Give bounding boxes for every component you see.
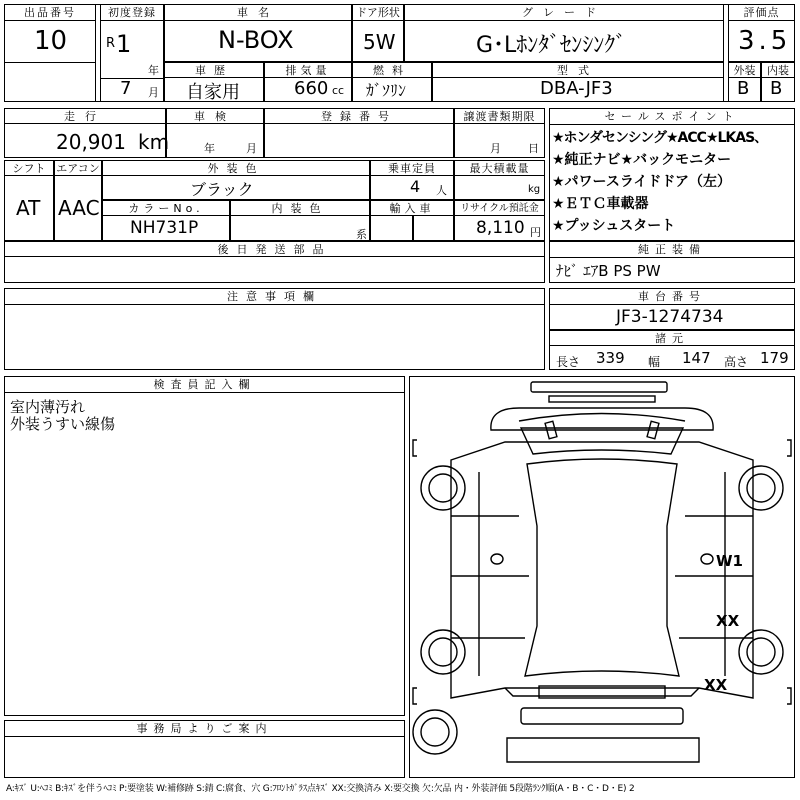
import-divider (412, 216, 414, 241)
ext-grade-label: 外装 (728, 62, 761, 78)
ext-color: ブラック (190, 180, 254, 199)
ac-label: エアコン (54, 160, 102, 176)
selling-point-2: ★純正ナビ★バックモニター (552, 152, 732, 168)
era: R (106, 36, 116, 51)
import-label: 輸入車 (370, 200, 454, 216)
displacement-unit: cc (332, 84, 345, 97)
inspection-label: 車検 (166, 108, 264, 124)
lot-no: 10 (34, 26, 68, 56)
diagram-mark-w1: W1 (716, 552, 743, 570)
int-grade-label: 内装 (761, 62, 795, 78)
dimensions-label: 諸元 (549, 330, 795, 346)
selling-points-label: セールスポイント (549, 108, 795, 125)
fuel-label: 燃料 (352, 62, 432, 78)
equipment-label: 純正装備 (549, 241, 795, 258)
width-label: 幅 (648, 355, 661, 369)
chassis-number: JF3-1274734 (616, 307, 724, 327)
length: 339 (596, 349, 625, 367)
transfer-month-unit: 月 (490, 142, 501, 155)
model: DBA-JF3 (540, 78, 613, 99)
grade: G･Lﾎﾝﾀﾞｾﾝｼﾝｸﾞ (476, 33, 627, 58)
office-label: 事務局よりご案内 (4, 720, 405, 737)
car-name-label: 車名 (164, 4, 352, 21)
capacity: 4 (410, 177, 421, 196)
max-load-label: 最大積載量 (454, 160, 545, 176)
chassis-label: 車台番号 (549, 288, 795, 305)
later-parts-label: 後日発送部品 (4, 241, 545, 257)
height-label: 高さ (724, 355, 749, 369)
equipment: ﾅﾋﾞ ｴｱB PS PW (556, 262, 661, 280)
inspection-year-unit: 年 (204, 142, 215, 155)
mileage: 20,901 (56, 130, 126, 154)
inspector-line-2: 外装うすい線傷 (10, 415, 116, 433)
int-color-label: 内装色 (230, 200, 370, 216)
door-label: ドア形状 (352, 4, 404, 21)
length-label: 長さ (556, 355, 581, 369)
recycle-unit: 円 (530, 226, 541, 239)
recycle-label: リサイクル預託金 (454, 200, 545, 216)
shift-label: シフト (4, 160, 54, 176)
diagram-mark-xx-2: XX (704, 676, 728, 694)
reg-no-label: 登録番号 (264, 108, 454, 124)
inspection-month-unit: 月 (246, 142, 257, 155)
height: 179 (760, 349, 789, 367)
color-no: NH731P (130, 218, 199, 238)
selling-point-5: ★プッシュスタート (552, 218, 676, 234)
history-label: 車歴 (164, 62, 264, 78)
inspector-line-1: 室内薄汚れ (10, 398, 86, 416)
reg-month: 7 (120, 78, 132, 99)
shift: AT (16, 196, 41, 220)
selling-point-1: ★ホンダセンシング★ACC★LKAS、 (552, 130, 768, 146)
mileage-unit: km (138, 130, 170, 154)
max-load-unit: kg (528, 184, 541, 195)
selling-point-4: ★ＥＴＣ車載器 (552, 196, 649, 212)
score: 3.5 (738, 26, 792, 56)
color-no-label: カラーNo. (102, 200, 230, 216)
int-grade: B (770, 78, 783, 99)
notes-label: 注意事項欄 (4, 288, 545, 305)
selling-point-3: ★パワースライドドア（左） (552, 174, 732, 190)
door-type: 5W (363, 30, 396, 54)
mileage-label: 走行 (4, 108, 166, 124)
ext-grade: B (737, 78, 750, 99)
year-unit: 年 (148, 64, 159, 77)
grade-label: グレード (404, 4, 724, 21)
displacement-label: 排気量 (264, 62, 352, 78)
first-reg-label: 初度登録 (100, 4, 164, 21)
ac: AAC (58, 196, 100, 220)
history: 自家用 (186, 82, 240, 103)
model-label: 型式 (432, 62, 724, 78)
month-unit: 月 (148, 86, 159, 99)
recycle: 8,110 (476, 218, 525, 238)
lot-no-lower (4, 62, 96, 102)
int-color-unit: 系 (356, 228, 367, 241)
diagram-mark-xx-1: XX (716, 612, 740, 630)
score-label: 評価点 (728, 4, 795, 21)
car-diagram (409, 376, 795, 778)
reg-year: 1 (116, 30, 132, 58)
transfer-day-unit: 日 (528, 142, 539, 155)
legend: A:ｷｽﾞ U:ﾍｺﾐ B:ｷｽﾞを伴うﾍｺﾐ P:要塗装 W:補修跡 S:錆 C:腐食、穴 G:ﾌﾛﾝﾄｶﾞﾗｽ点ｷｽﾞ XX:交換済み X:要交換 欠:欠品 内・外装評価 5段階ﾗﾝｸ順(A・B・C・D・E) 2 (6, 784, 635, 794)
fuel: ｶﾞｿﾘﾝ (366, 81, 407, 100)
car-name: N-BOX (218, 26, 294, 54)
transfer-label: 譲渡書類期限 (454, 108, 545, 124)
displacement: 660 (294, 78, 329, 99)
lot-no-label: 出品番号 (4, 4, 96, 21)
capacity-label: 乗車定員 (370, 160, 454, 176)
width: 147 (682, 349, 711, 367)
ext-color-label: 外装色 (102, 160, 370, 176)
inspector-label: 検査員記入欄 (4, 376, 405, 393)
capacity-unit: 人 (436, 184, 447, 197)
